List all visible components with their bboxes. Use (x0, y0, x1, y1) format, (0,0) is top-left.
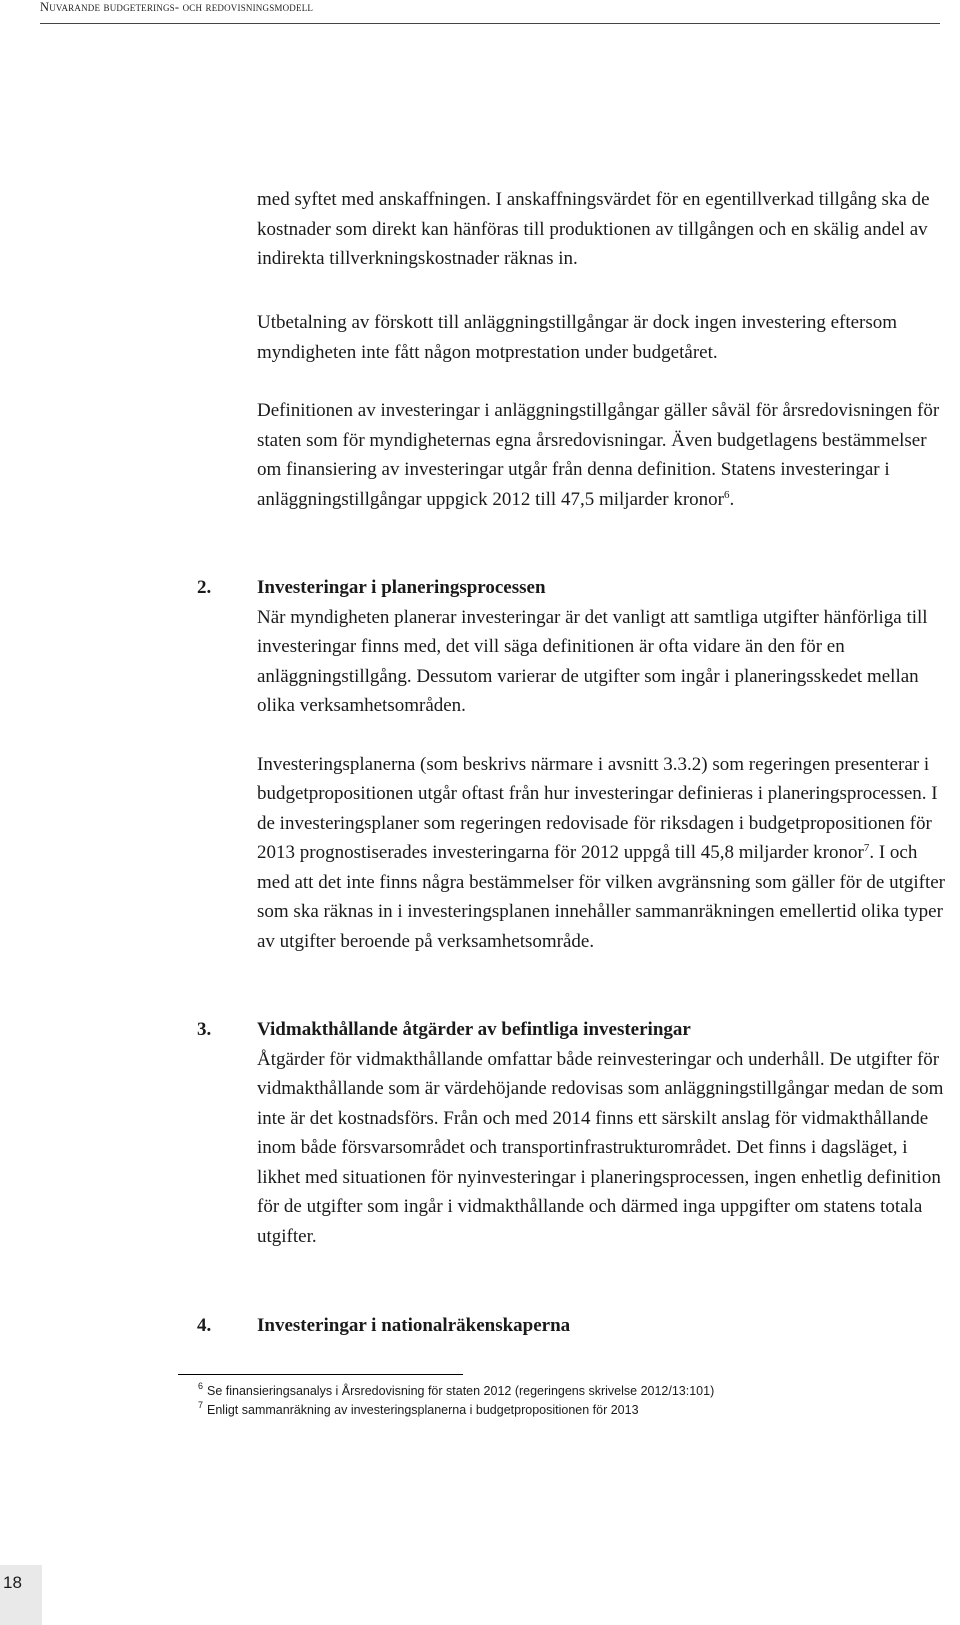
section-2-number: 2. (197, 577, 212, 598)
paragraph-3 (257, 396, 947, 514)
page-number: 18 (0, 1565, 42, 1625)
section-2-body-2-end: . I och med att det inte finns några bestämmelser för vilken avgränsning som gäller för de utgifter som ska räknas in i investeringsplanen innehåller sammanräkningen emellertid olika typer av utgifter beroende på verksamhetsområde. (257, 842, 946, 952)
paragraph-1-text: med syftet med anskaffningen. I anskaffningsvärdet för en egentillverkad tillgång ska de kostnader som direkt kan hänföras till produktionen av tillgången och en skälig andel av indirekta tillverkningskostnader räknas in. (257, 189, 930, 269)
footnote-separator (178, 1374, 463, 1375)
section-2-body: När myndigheten planerar investeringar är det vanligt att samtliga utgifter hänförliga till investeringar finns med, det vill säga definitionen är ofta vidare än den för en anläggningstillgång. Dessutom varierar de utgifter som ingår i planeringsskedet mellan olika verksamhetsområden. (257, 606, 928, 716)
footnote-7 (198, 1402, 639, 1419)
footnote-7-text: Enligt sammanräkning av investeringsplanerna i budgetpropositionen för 2013 (207, 1403, 639, 1417)
section-2-body-2 (257, 750, 947, 957)
section-4 (197, 1311, 947, 1341)
footnote-6-text: Se finansieringsanalys i Årsredovisning för staten 2012 (regeringens skrivelse 2012/13:101) (207, 1384, 715, 1398)
footnote-ref-6[interactable]: 6 (724, 488, 730, 501)
paragraph-1 (257, 185, 947, 274)
section-3 (197, 1015, 947, 1251)
section-4-title: Investeringar i nationalräkenskaperna (257, 1315, 571, 1336)
header-rule (40, 23, 940, 24)
paragraph-2 (257, 308, 947, 367)
paragraph-3-text: Definitionen av investeringar i anläggningstillgångar gäller såväl för årsredovisningen för staten som för myndigheternas egna årsredovisningar. Även budgetlagens bestämmelser om finansiering av investeringar utgår från denna definition. Statens investeringar i anläggningstillgångar uppgick 2012 till 47,5 miljarder kronor (257, 400, 940, 510)
section-3-body: Åtgärder för vidmakthållande omfattar både reinvesteringar och underhåll. De utgifter för vidmakthållande som är värdehöjande redovisas som anläggningstillgångar medan de som inte är det kostnadsförs. Från och med 2014 finns ett särskilt anslag för vidmakthållande inom både försvarsområdet och transportinfrastrukturområdet. Det finns i dagsläget, i likhet med situationen för nyinvesteringar i planeringsprocessen, ingen enhetlig definition för de utgifter som ingår i vidmakthållande och därmed inga uppgifter om statens totala utgifter. (257, 1048, 944, 1247)
footnote-7-number: 7 (198, 1400, 204, 1410)
footnote-6 (198, 1383, 714, 1400)
footnote-6-number: 6 (198, 1381, 204, 1391)
section-2-body-2-text: Investeringsplanerna (som beskrivs närmare i avsnitt 3.3.2) som regeringen presenterar i budgetpropositionen utgår oftast från hur investeringar definieras i planeringsprocessen. I de investeringsplaner som regeringen redovisade för riksdagen i budgetpropositionen för 2013 prognostiserades investeringarna för 2012 uppgå till 45,8 miljarder kronor (257, 753, 938, 863)
footnote-ref-7[interactable]: 7 (863, 842, 870, 854)
paragraph-2-text: Utbetalning av förskott till anläggningstillgångar är dock ingen investering eftersom myndigheten inte fått någon motprestation under budgetåret. (257, 312, 898, 363)
section-3-title: Vidmakthållande åtgärder av befintliga investeringar (257, 1019, 691, 1040)
paragraph-3-end: . (729, 488, 735, 510)
section-3-number: 3. (197, 1019, 212, 1040)
running-header: Nuvarande budgeterings- och redovisningsmodell (40, 0, 314, 14)
section-2-title: Investeringar i planeringsprocessen (257, 577, 546, 598)
section-4-number: 4. (197, 1315, 212, 1336)
section-2 (197, 573, 947, 956)
